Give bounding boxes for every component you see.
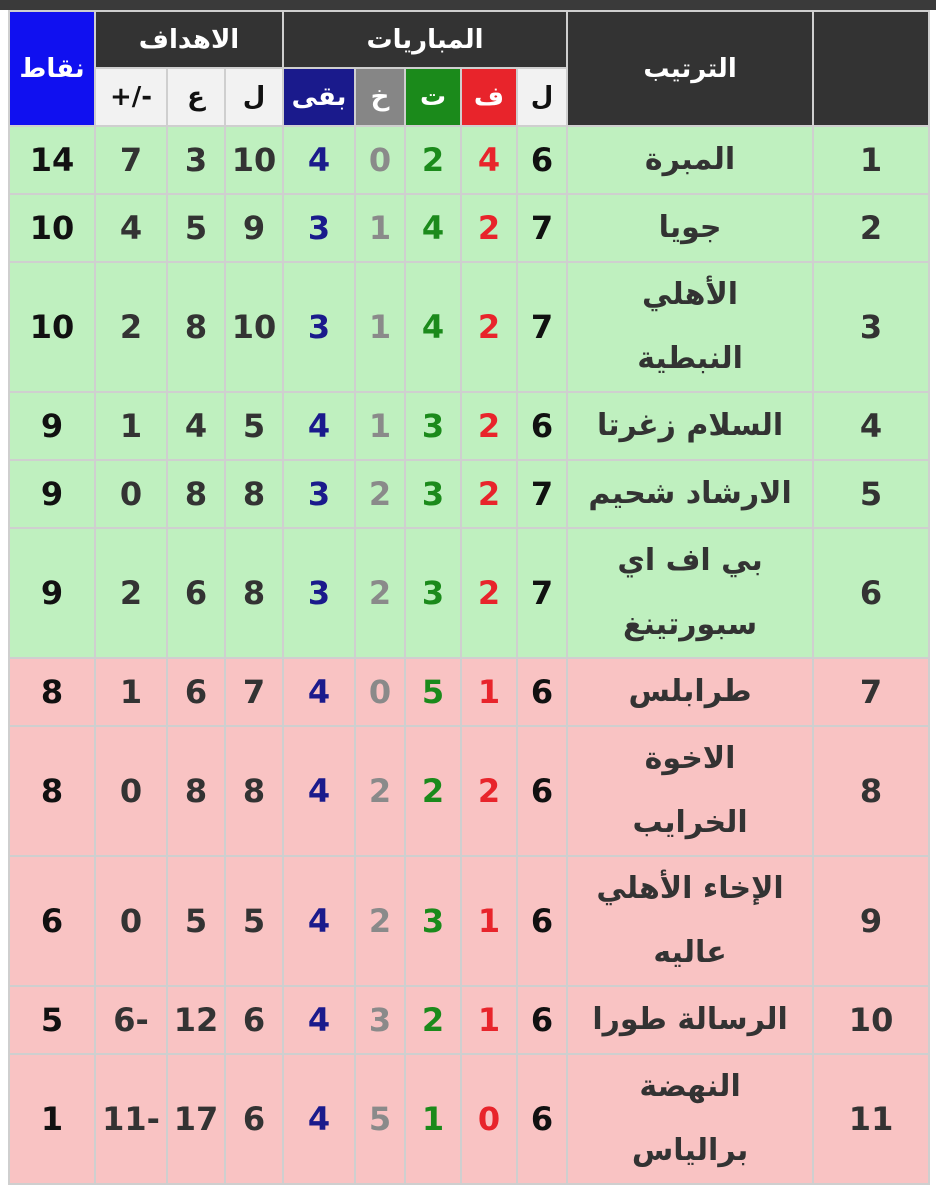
goal-diff-cell: 7 [95, 126, 167, 194]
standings-table [8, 10, 930, 1185]
standings-body [9, 126, 929, 1184]
goal-diff-cell: 1 [95, 392, 167, 460]
played-cell: 7 [517, 262, 567, 392]
rank-cell: 7 [813, 658, 929, 726]
played-cell: 6 [517, 856, 567, 986]
top-bar [0, 0, 936, 10]
goals-for-cell: 6 [225, 1054, 283, 1184]
drawn-cell: 3 [405, 392, 461, 460]
lost-cell: 2 [355, 528, 405, 658]
goals-against-cell: 17 [167, 1054, 225, 1184]
remaining-cell: 3 [283, 528, 355, 658]
rank-cell: 6 [813, 528, 929, 658]
played-cell: 7 [517, 194, 567, 262]
team-name[interactable]: الاخوة الخرايب [567, 726, 813, 856]
remaining-cell: 3 [283, 460, 355, 528]
played-cell: 6 [517, 726, 567, 856]
remaining-cell: 4 [283, 726, 355, 856]
goal-diff-cell: 1 [95, 658, 167, 726]
remaining-cell: 4 [283, 986, 355, 1054]
lost-cell: 3 [355, 986, 405, 1054]
table-row[interactable] [9, 726, 929, 856]
goal-diff-cell: 6- [95, 986, 167, 1054]
won-cell: 2 [461, 726, 517, 856]
rank-cell: 4 [813, 392, 929, 460]
points-cell: 10 [9, 194, 95, 262]
drawn-cell: 3 [405, 856, 461, 986]
goal-diff-cell: 0 [95, 856, 167, 986]
points-cell: 8 [9, 726, 95, 856]
goals-against-cell: 3 [167, 126, 225, 194]
goals-for-cell: 7 [225, 658, 283, 726]
drawn-header[interactable]: ت [405, 68, 461, 126]
lost-cell: 2 [355, 460, 405, 528]
header-row-top [9, 11, 929, 68]
position-header [813, 11, 929, 126]
table-row[interactable] [9, 856, 929, 986]
played-cell: 6 [517, 986, 567, 1054]
remaining-cell: 4 [283, 1054, 355, 1184]
team-name[interactable]: طرابلس [567, 658, 813, 726]
goal-diff-cell: 0 [95, 460, 167, 528]
goals-for-cell: 9 [225, 194, 283, 262]
team-name[interactable]: الرسالة طورا [567, 986, 813, 1054]
team-name[interactable]: الأهلي النبطية [567, 262, 813, 392]
team-name[interactable]: النهضة برالياس [567, 1054, 813, 1184]
table-row[interactable] [9, 460, 929, 528]
points-cell: 9 [9, 460, 95, 528]
goals-against-cell: 5 [167, 194, 225, 262]
team-name[interactable]: السلام زغرتا [567, 392, 813, 460]
goal-diff-header[interactable]: +/- [95, 68, 167, 126]
rank-header[interactable]: الترتيب [567, 11, 813, 126]
goals-against-header[interactable]: ع [167, 68, 225, 126]
remaining-cell: 4 [283, 856, 355, 986]
goals-for-cell: 8 [225, 528, 283, 658]
goals-against-cell: 6 [167, 528, 225, 658]
goal-diff-cell: 2 [95, 262, 167, 392]
won-cell: 0 [461, 1054, 517, 1184]
goals-against-cell: 6 [167, 658, 225, 726]
table-row[interactable] [9, 658, 929, 726]
rank-cell: 2 [813, 194, 929, 262]
matches-header: المباريات [283, 11, 567, 68]
played-cell: 6 [517, 392, 567, 460]
goals-for-cell: 10 [225, 126, 283, 194]
won-cell: 2 [461, 528, 517, 658]
points-cell: 5 [9, 986, 95, 1054]
played-cell: 6 [517, 126, 567, 194]
points-cell: 6 [9, 856, 95, 986]
won-cell: 1 [461, 986, 517, 1054]
lost-cell: 1 [355, 392, 405, 460]
team-name[interactable]: بي اف اي سبورتينغ [567, 528, 813, 658]
goals-for-cell: 8 [225, 726, 283, 856]
rank-cell: 10 [813, 986, 929, 1054]
goals-against-cell: 12 [167, 986, 225, 1054]
lost-cell: 1 [355, 194, 405, 262]
table-row[interactable] [9, 392, 929, 460]
points-cell: 10 [9, 262, 95, 392]
won-cell: 1 [461, 658, 517, 726]
drawn-cell: 3 [405, 460, 461, 528]
remaining-header[interactable]: بقى [283, 68, 355, 126]
won-cell: 2 [461, 262, 517, 392]
played-cell: 7 [517, 528, 567, 658]
points-cell: 14 [9, 126, 95, 194]
won-header[interactable]: ف [461, 68, 517, 126]
played-cell: 6 [517, 658, 567, 726]
lost-header[interactable]: خ [355, 68, 405, 126]
won-cell: 2 [461, 194, 517, 262]
remaining-cell: 4 [283, 392, 355, 460]
drawn-cell: 2 [405, 726, 461, 856]
played-cell: 7 [517, 460, 567, 528]
team-name[interactable]: المبرة [567, 126, 813, 194]
goals-for-cell: 6 [225, 986, 283, 1054]
goals-for-cell: 5 [225, 392, 283, 460]
drawn-cell: 4 [405, 262, 461, 392]
won-cell: 1 [461, 856, 517, 986]
points-cell: 1 [9, 1054, 95, 1184]
points-cell: 9 [9, 528, 95, 658]
team-name[interactable]: الارشاد شحيم [567, 460, 813, 528]
rank-cell: 8 [813, 726, 929, 856]
goals-for-cell: 8 [225, 460, 283, 528]
rank-cell: 1 [813, 126, 929, 194]
points-cell: 9 [9, 392, 95, 460]
rank-cell: 11 [813, 1054, 929, 1184]
played-cell: 6 [517, 1054, 567, 1184]
table-row[interactable] [9, 986, 929, 1054]
table-row[interactable] [9, 1054, 929, 1184]
lost-cell: 0 [355, 126, 405, 194]
points-cell: 8 [9, 658, 95, 726]
remaining-cell: 3 [283, 262, 355, 392]
table-row[interactable] [9, 262, 929, 392]
remaining-cell: 3 [283, 194, 355, 262]
goals-for-header[interactable]: ل [225, 68, 283, 126]
goals-for-cell: 5 [225, 856, 283, 986]
lost-cell: 2 [355, 856, 405, 986]
rank-cell: 9 [813, 856, 929, 986]
goals-header: الاهداف [95, 11, 283, 68]
lost-cell: 0 [355, 658, 405, 726]
goals-against-cell: 8 [167, 726, 225, 856]
goals-against-cell: 8 [167, 262, 225, 392]
goal-diff-cell: 4 [95, 194, 167, 262]
drawn-cell: 5 [405, 658, 461, 726]
drawn-cell: 4 [405, 194, 461, 262]
goals-against-cell: 8 [167, 460, 225, 528]
lost-cell: 5 [355, 1054, 405, 1184]
drawn-cell: 2 [405, 126, 461, 194]
table-row[interactable] [9, 126, 929, 194]
lost-cell: 2 [355, 726, 405, 856]
drawn-cell: 1 [405, 1054, 461, 1184]
drawn-cell: 2 [405, 986, 461, 1054]
won-cell: 2 [461, 392, 517, 460]
lost-cell: 1 [355, 262, 405, 392]
won-cell: 2 [461, 460, 517, 528]
points-header[interactable]: نقاط [9, 11, 95, 126]
table-row[interactable] [9, 528, 929, 658]
remaining-cell: 4 [283, 658, 355, 726]
goal-diff-cell: 2 [95, 528, 167, 658]
rank-cell: 3 [813, 262, 929, 392]
drawn-cell: 3 [405, 528, 461, 658]
team-name[interactable]: جويا [567, 194, 813, 262]
goal-diff-cell: 0 [95, 726, 167, 856]
goals-against-cell: 4 [167, 392, 225, 460]
rank-cell: 5 [813, 460, 929, 528]
won-cell: 4 [461, 126, 517, 194]
goals-for-cell: 10 [225, 262, 283, 392]
goals-against-cell: 5 [167, 856, 225, 986]
goal-diff-cell: 11- [95, 1054, 167, 1184]
team-name[interactable]: الإخاء الأهلي عاليه [567, 856, 813, 986]
table-row[interactable] [9, 194, 929, 262]
played-header[interactable]: ل [517, 68, 567, 126]
remaining-cell: 4 [283, 126, 355, 194]
